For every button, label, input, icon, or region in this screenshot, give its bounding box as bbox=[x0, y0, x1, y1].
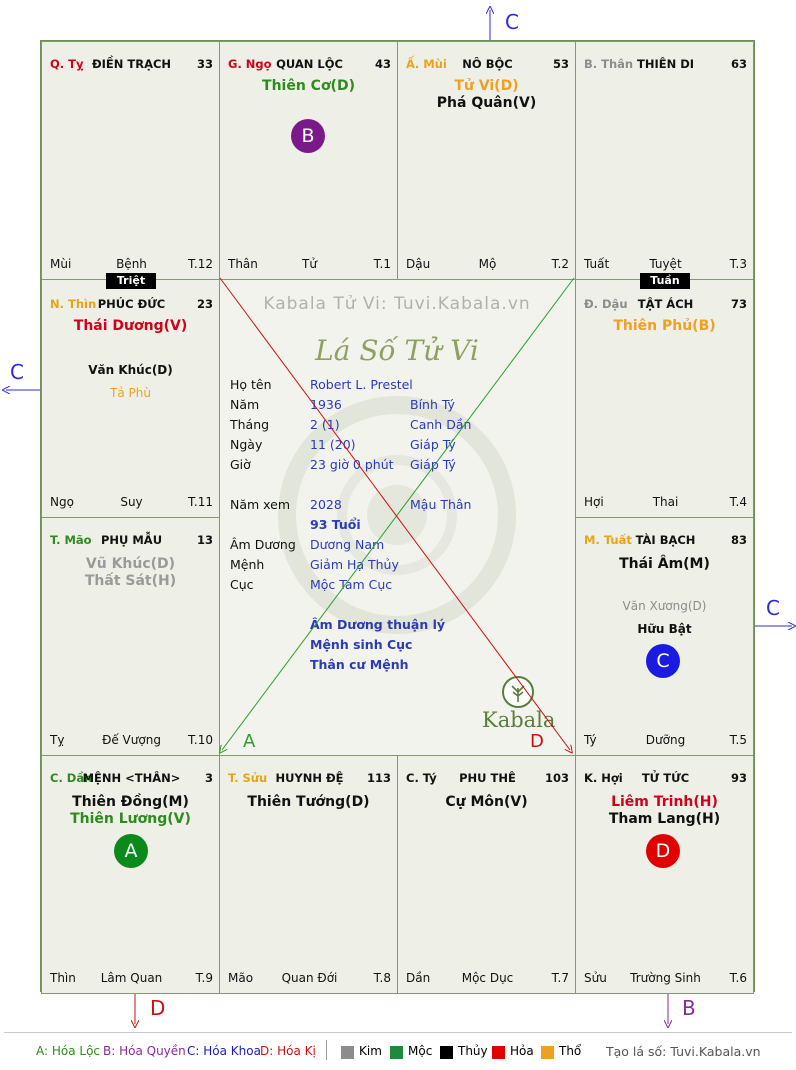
minor-star: Văn Khúc(D) bbox=[88, 363, 173, 377]
star: Thiên Phủ(B) bbox=[613, 318, 716, 334]
legend-d: D: Hóa Kị bbox=[260, 1044, 316, 1058]
palace-branch: Ấ. Mùi bbox=[406, 57, 447, 71]
arrow-label-right: C bbox=[766, 596, 780, 620]
info-value: 93 Tuổi bbox=[310, 517, 361, 532]
footer-left: Hợi bbox=[584, 495, 604, 509]
star: Thái Âm(M) bbox=[619, 556, 710, 572]
palace-branch: C. Tý bbox=[406, 771, 437, 785]
palace-age: 83 bbox=[730, 533, 747, 547]
palace-age: 63 bbox=[730, 57, 747, 71]
legend-a: A: Hóa Lộc bbox=[36, 1044, 101, 1058]
footer-right: T.9 bbox=[195, 971, 213, 985]
star: Thiên Đồng(M) bbox=[72, 794, 189, 810]
circle-a: A bbox=[114, 834, 148, 868]
footer-center: Đế Vượng bbox=[102, 733, 161, 747]
swatch-hoa bbox=[492, 1046, 505, 1059]
info-label: Cục bbox=[230, 577, 254, 592]
info-value: 2028 bbox=[310, 497, 342, 512]
footer-center: Tuyệt bbox=[649, 257, 682, 271]
legend-divider bbox=[326, 1040, 327, 1060]
legend-kim: Kim bbox=[359, 1044, 382, 1058]
minor-star: Văn Xương(D) bbox=[622, 599, 707, 613]
footer-left: Tỵ bbox=[50, 733, 65, 747]
footer-left: Tuất bbox=[584, 257, 610, 271]
palace-branch: T. Sửu bbox=[228, 771, 268, 785]
star: Tử Vi(D) bbox=[454, 78, 519, 94]
palace-age: 53 bbox=[552, 57, 569, 71]
info-extra: Canh Dần bbox=[410, 417, 472, 432]
info-label: Giờ bbox=[230, 457, 251, 472]
footer-center: Mộ bbox=[478, 257, 497, 271]
circle-b: B bbox=[291, 119, 325, 153]
footer-center: Bệnh bbox=[116, 257, 147, 271]
footer-center: Thai bbox=[652, 495, 679, 509]
info-value: 1936 bbox=[310, 397, 342, 412]
swatch-thuy bbox=[440, 1046, 453, 1059]
swatch-kim bbox=[341, 1046, 354, 1059]
footer-left: Mão bbox=[228, 971, 254, 985]
star: Phá Quân(V) bbox=[436, 95, 537, 111]
info-value: 2 (1) bbox=[310, 417, 340, 432]
footer-left: Thìn bbox=[50, 971, 76, 985]
footer-center: Mộc Dục bbox=[461, 971, 514, 985]
palace-branch: G. Ngọ bbox=[228, 57, 272, 71]
info-value: Dương Nam bbox=[310, 537, 385, 552]
palace-name: THIÊN DI bbox=[636, 57, 695, 71]
footer-right: T.7 bbox=[551, 971, 569, 985]
palace-branch: M. Tuất bbox=[584, 533, 632, 547]
footer-center: Trường Sinh bbox=[630, 971, 701, 985]
palace-name: TỬ TỨC bbox=[641, 771, 690, 785]
footer-left: Thân bbox=[228, 257, 258, 271]
star: Thiên Tướng(D) bbox=[247, 794, 370, 810]
star: Thiên Cơ(D) bbox=[262, 78, 355, 94]
footer-right: T.8 bbox=[373, 971, 391, 985]
arrow-label-bottom-left: D bbox=[150, 996, 166, 1020]
palace-name: QUAN LỘC bbox=[276, 57, 343, 71]
info-value: 23 giờ 0 phút bbox=[310, 457, 394, 472]
legend-hoa: Hỏa bbox=[510, 1044, 534, 1058]
info-extra: Giáp Tý bbox=[410, 457, 456, 472]
palace-age: 113 bbox=[366, 771, 391, 785]
footer-right: T.5 bbox=[729, 733, 747, 747]
arrow-label-left: C bbox=[10, 360, 24, 384]
palace-branch: Q. Tỵ bbox=[50, 57, 84, 71]
palace-name: TẬT ÁCH bbox=[637, 297, 694, 311]
palace-name: ĐIỀN TRẠCH bbox=[91, 57, 172, 71]
info-label: Năm bbox=[230, 397, 260, 412]
star: Thất Sát(H) bbox=[84, 573, 177, 589]
palace-age: 73 bbox=[730, 297, 747, 311]
note: Thân cư Mệnh bbox=[310, 657, 409, 672]
footer-right: T.11 bbox=[188, 495, 213, 509]
info-value: Robert L. Prestel bbox=[310, 377, 413, 392]
footer-right: T.1 bbox=[373, 257, 391, 271]
info-value: Mộc Tam Cục bbox=[310, 577, 393, 592]
palace-age: 93 bbox=[730, 771, 747, 785]
minor-star: Hữu Bật bbox=[637, 622, 692, 636]
palace-age: 13 bbox=[196, 533, 213, 547]
palace-name: HUYNH ĐỆ bbox=[275, 771, 344, 785]
kabala-logo-text: Kabala bbox=[482, 708, 556, 732]
tag-tuan: Tuần bbox=[640, 273, 690, 289]
circle-c: C bbox=[646, 644, 680, 678]
star: Liêm Trinh(H) bbox=[611, 794, 718, 810]
chart-title: Lá Số Tử Vi bbox=[315, 334, 479, 367]
footer-center: Dưỡng bbox=[645, 733, 686, 747]
legend-c: C: Hóa Khoa bbox=[187, 1044, 261, 1058]
footer-left: Dần bbox=[406, 971, 431, 985]
palace-branch: C. Dần bbox=[50, 771, 93, 785]
legend-thuy: Thủy bbox=[458, 1044, 488, 1058]
star: Tham Lang(H) bbox=[608, 811, 721, 827]
swatch-tho bbox=[541, 1046, 554, 1059]
star: Vũ Khúc(D) bbox=[85, 556, 176, 572]
swatch-moc bbox=[390, 1046, 403, 1059]
arrow-label-center-a: A bbox=[243, 731, 256, 752]
info-value: 11 (20) bbox=[310, 437, 356, 452]
palace-name: PHÚC ĐỨC bbox=[97, 297, 166, 311]
tag-triet: Triệt bbox=[106, 273, 156, 289]
line-to-a bbox=[222, 278, 574, 750]
palace-name: MỆNH <THÂN> bbox=[82, 771, 181, 785]
arrow-label-top: C bbox=[505, 10, 519, 34]
palace-branch: T. Mão bbox=[50, 533, 92, 547]
info-label: Họ tên bbox=[230, 377, 272, 392]
site-link[interactable]: Tạo lá số: Tuvi.Kabala.vn bbox=[606, 1044, 761, 1059]
palace-age: 103 bbox=[544, 771, 569, 785]
palace-age: 33 bbox=[196, 57, 213, 71]
star: Thiên Lương(V) bbox=[70, 811, 191, 827]
palace-branch: B. Thân bbox=[584, 57, 634, 71]
circle-d: D bbox=[646, 834, 680, 868]
palace-age: 3 bbox=[204, 771, 213, 785]
palace-age: 23 bbox=[196, 297, 213, 311]
info-label: Mệnh bbox=[230, 557, 265, 572]
arrow-label-bottom-right: B bbox=[682, 996, 696, 1020]
footer-center: Suy bbox=[120, 495, 143, 509]
info-value: Giảm Hạ Thủy bbox=[310, 557, 399, 572]
palace-branch: Đ. Dậu bbox=[584, 297, 628, 311]
footer-right: T.4 bbox=[729, 495, 747, 509]
legend-moc: Mộc bbox=[408, 1044, 433, 1058]
palace-name: TÀI BẠCH bbox=[635, 533, 696, 547]
note: Âm Dương thuận lý bbox=[310, 617, 446, 632]
footer-left: Dậu bbox=[406, 257, 431, 271]
footer-center: Lâm Quan bbox=[100, 971, 163, 985]
footer-center: Tử bbox=[302, 257, 317, 271]
palace-name: PHU THÊ bbox=[459, 771, 516, 785]
star: Cự Môn(V) bbox=[445, 794, 528, 810]
footer-right: T.12 bbox=[188, 257, 213, 271]
palace-branch: K. Hợi bbox=[584, 771, 623, 785]
minor-star: Tả Phù bbox=[110, 386, 151, 400]
palace-name: PHỤ MẪU bbox=[100, 533, 163, 547]
legend-tho: Thổ bbox=[559, 1044, 582, 1058]
footer-right: T.6 bbox=[729, 971, 747, 985]
legend-bar bbox=[0, 1032, 796, 1070]
palace-branch: N. Thìn bbox=[50, 297, 97, 311]
note: Mệnh sinh Cục bbox=[310, 637, 413, 652]
footer-left: Tý bbox=[584, 733, 597, 747]
footer-right: T.2 bbox=[551, 257, 569, 271]
info-label: Ngày bbox=[230, 437, 263, 452]
watermark: Kabala Tử Vi: Tuvi.Kabala.vn bbox=[263, 294, 531, 314]
info-extra: Giáp Tý bbox=[410, 437, 456, 452]
star: Thái Dương(V) bbox=[73, 318, 188, 334]
info-label: Âm Dương bbox=[230, 537, 296, 552]
legend-b: B: Hóa Quyền bbox=[103, 1044, 186, 1058]
info-extra: Mậu Thân bbox=[410, 497, 472, 512]
palace-name: NÔ BỘC bbox=[462, 57, 513, 71]
footer-left: Mùi bbox=[50, 257, 72, 271]
info-label: Năm xem bbox=[230, 497, 291, 512]
footer-right: T.3 bbox=[729, 257, 747, 271]
info-extra: Bính Tý bbox=[410, 397, 455, 412]
footer-left: Ngọ bbox=[50, 495, 74, 509]
footer-center: Quan Đới bbox=[281, 971, 338, 985]
footer-right: T.10 bbox=[188, 733, 213, 747]
arrow-label-center-d: D bbox=[530, 731, 544, 752]
footer-left: Sửu bbox=[584, 971, 607, 985]
palace-age: 43 bbox=[374, 57, 391, 71]
info-label: Tháng bbox=[230, 417, 270, 432]
line-to-d bbox=[220, 278, 570, 750]
